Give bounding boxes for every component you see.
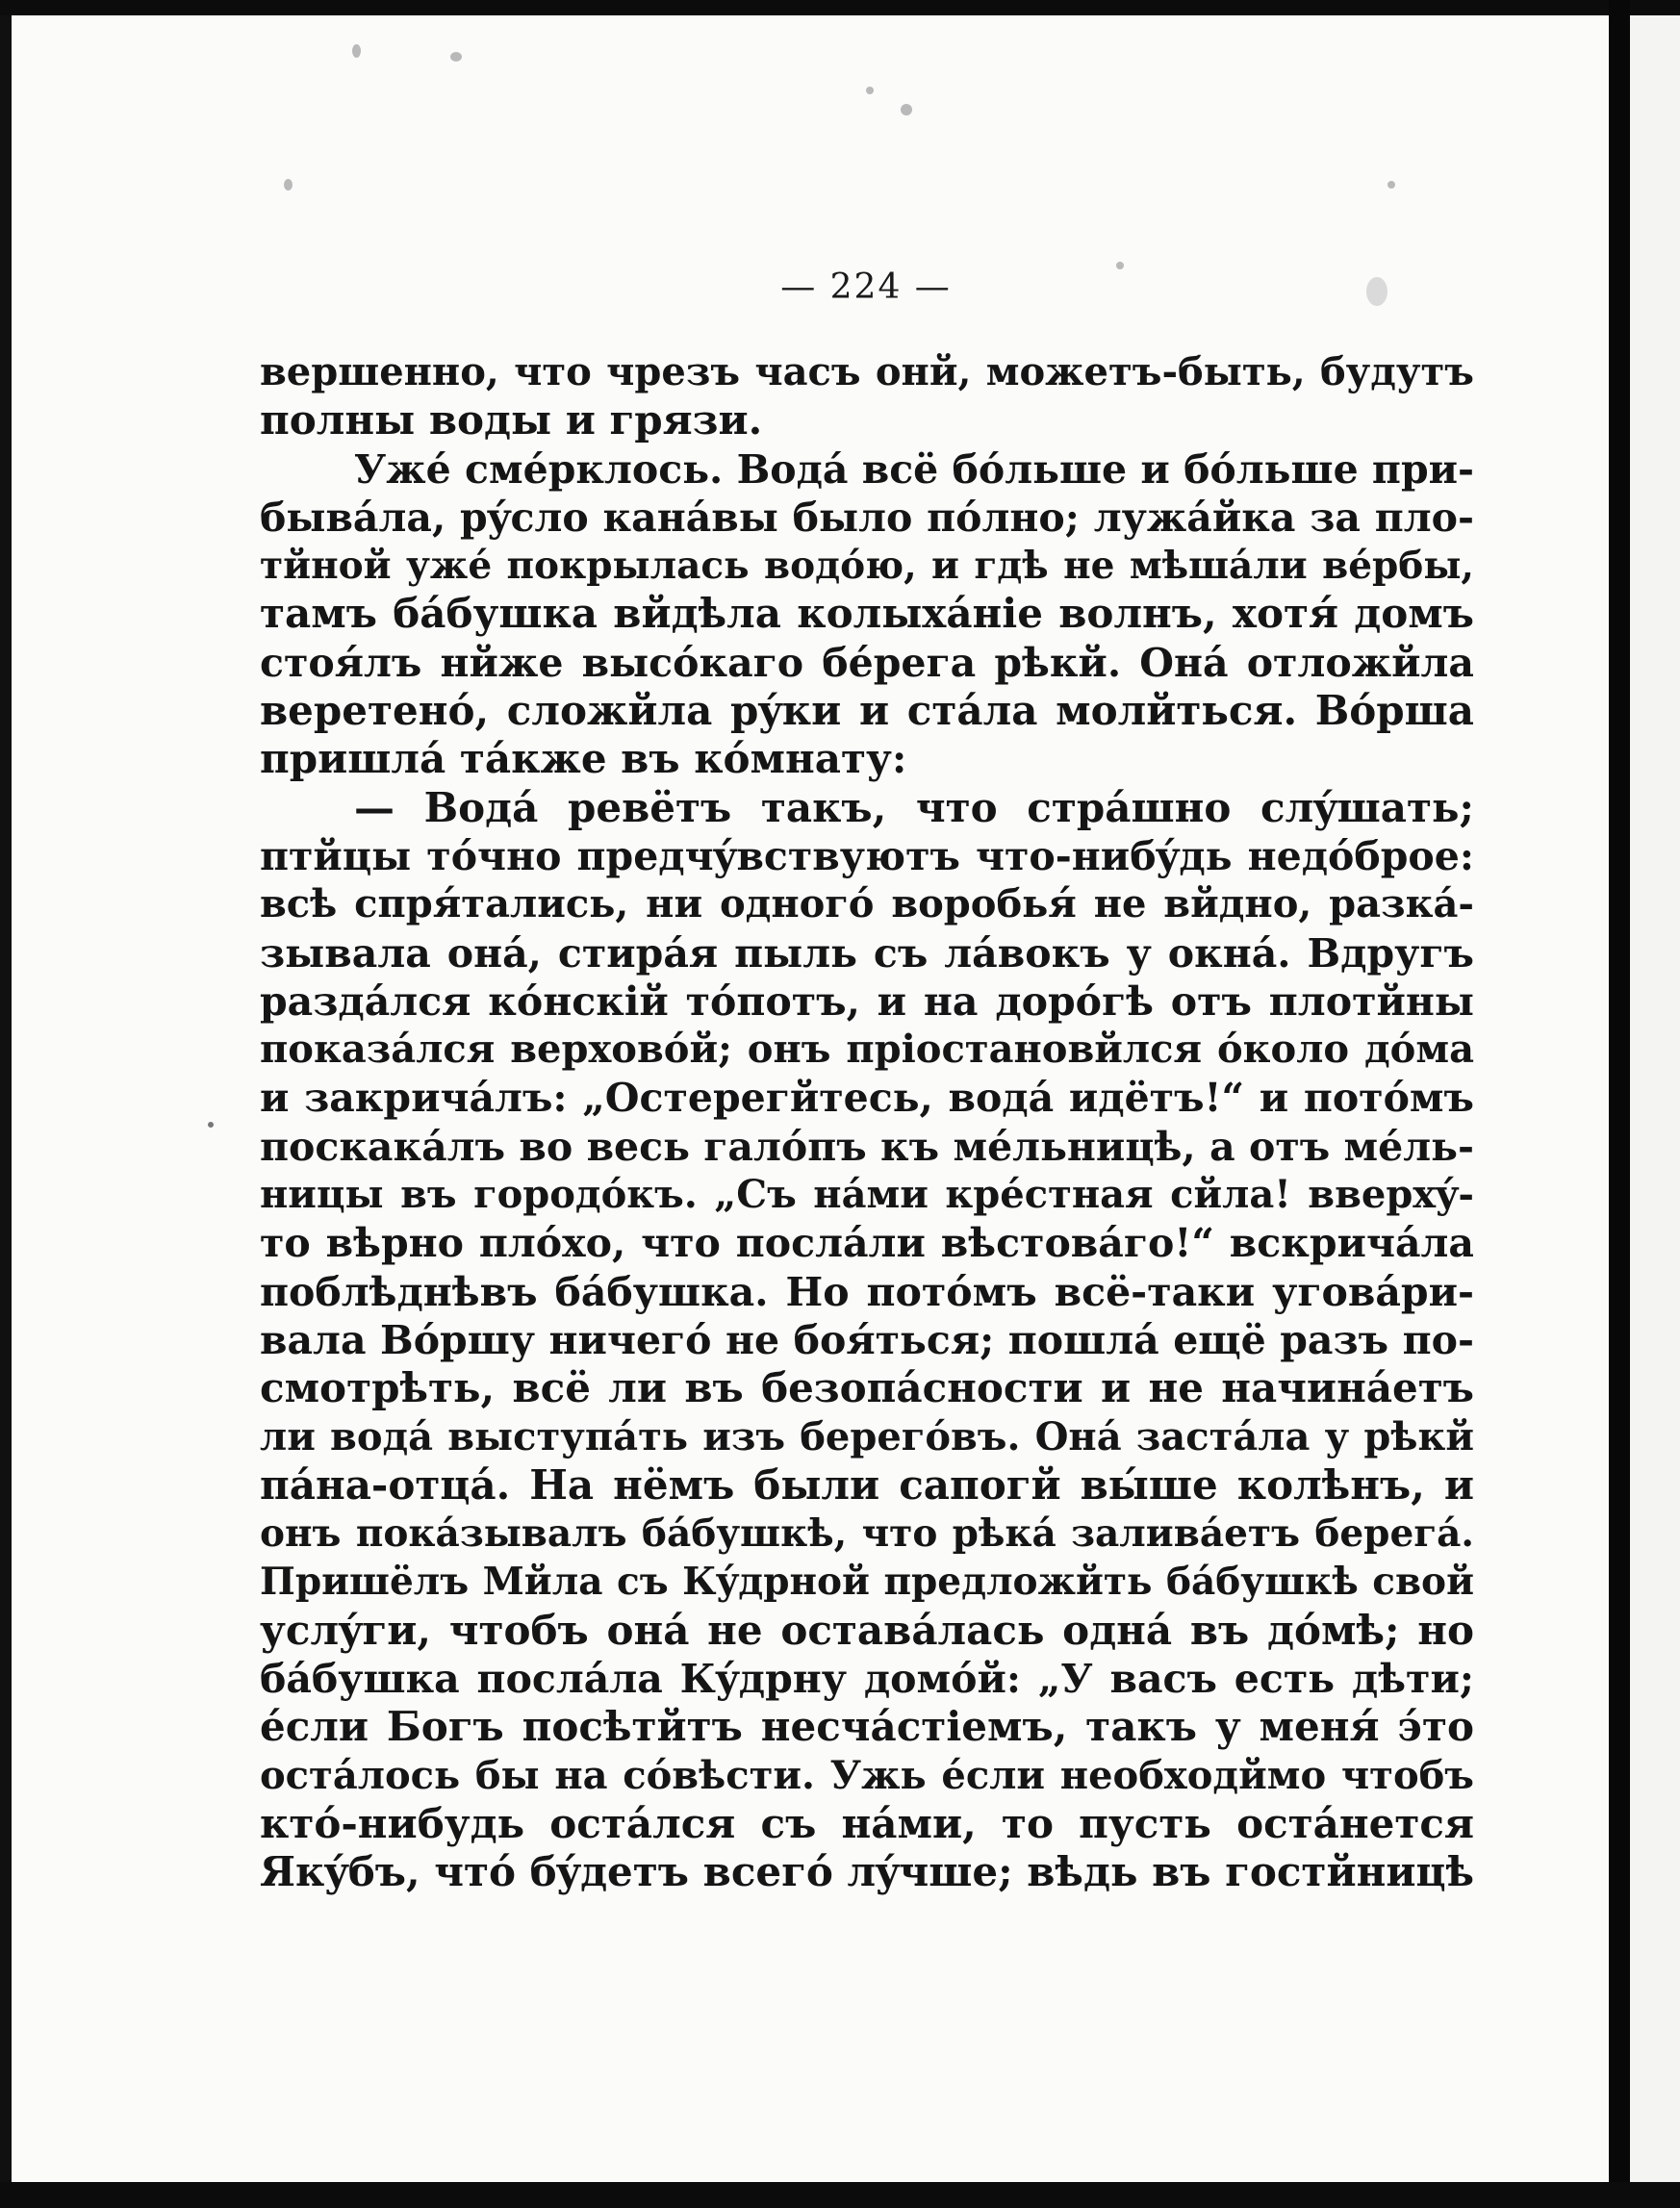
- adjacent-page-edge: [1630, 15, 1680, 2182]
- text-line: тйной ужé покрылась водóю, и гдѣ не мѣшáли вéрбы,: [260, 544, 1474, 589]
- text-line: веретенó, сложйла рýки и стáла молйться. Вóрша: [260, 687, 1474, 735]
- text-line: ницы въ городóкъ. „Съ нáми крéстная сйла! вверхý-: [260, 1172, 1474, 1218]
- text-line: поблѣднѣвъ бáбушка. Но потóмъ всё-таки уговáри-: [260, 1268, 1474, 1315]
- text-line: онъ покáзывалъ бáбушкѣ, что рѣкá заливáетъ берегá.: [260, 1511, 1474, 1557]
- scan-speck: [1387, 181, 1395, 189]
- text-line: птйцы тóчно предчýвствуютъ что-нибýдь недóброе:: [260, 832, 1474, 879]
- scan-top-edge: [0, 0, 1680, 15]
- text-line: Пришёлъ Мйла съ Кýдрной предложйть бáбушкѣ свой: [260, 1560, 1474, 1605]
- text-line: поскакáлъ во весь галóпъ къ мéльницѣ, а отъ мéль-: [260, 1123, 1474, 1170]
- scan-speck: [866, 87, 874, 94]
- text-line: раздáлся кóнскій тóпотъ, и на дорóгѣ отъ плотйны: [260, 977, 1474, 1025]
- text-line: éсли Богъ посѣтйтъ несчáстіемъ, такъ у меня́ э́то: [260, 1703, 1474, 1751]
- text-line: услýги, чтобъ онá не оставáлась однá въ дóмѣ; но: [260, 1606, 1474, 1654]
- text-line: остáлось бы на сóвѣсти. Ужь éсли необходймо чтобъ: [260, 1752, 1474, 1798]
- scan-speck: [901, 104, 912, 115]
- text-line: — Водá ревётъ такъ, что стрáшно слýшать;: [354, 783, 1474, 831]
- scan-speck: [450, 52, 462, 62]
- scan-speck: [284, 179, 293, 190]
- book-spine-gap: [1609, 0, 1630, 2208]
- text-line: Ужé смéрклось. Водá всё бóльше и бóльше при-: [354, 445, 1474, 493]
- text-line: Якýбъ, чтó бýдетъ всегó лýчше; вѣдь въ гостйницѣ: [260, 1848, 1474, 1896]
- text-line: ктó-нибудь остáлся съ нáми, то пусть остáнется: [260, 1799, 1474, 1847]
- text-line: пришлá тáкже въ кóмнату:: [260, 735, 907, 783]
- scan-speck: [352, 44, 361, 58]
- text-line: зывала онá, стирáя пыль съ лáвокъ у окнá. Вдругъ: [260, 929, 1474, 977]
- text-line: тамъ бáбушка вйдѣла колыхáніе волнъ, хотя́ домъ: [260, 590, 1474, 638]
- text-line: вала Вóршу ничегó не боя́ться; пошлá ещё разъ по-: [260, 1316, 1474, 1363]
- text-line: ли водá выступáть изъ берегóвъ. Онá застáла у рѣкй: [260, 1413, 1474, 1459]
- scan-bottom-edge: [0, 2182, 1680, 2208]
- text-line: стоя́лъ нйже высóкаго бéрега рѣкй. Онá отложйла: [260, 639, 1474, 686]
- text-line: всѣ спря́тались, ни одногó воробья́ не вйдно, разкá-: [260, 881, 1474, 927]
- text-line: смотрѣть, всё ли въ безопáсности и не начинáетъ: [260, 1364, 1474, 1412]
- page-text-block: [260, 348, 1474, 1897]
- text-line: то вѣрно плóхо, что послáли вѣстовáго!“ вскричáла: [260, 1220, 1474, 1267]
- text-line: показáлся верховóй; онъ пріостановйлся óколо дóма: [260, 1027, 1474, 1073]
- text-line: и закричáлъ: „Остерегйтесь, водá идётъ!“ и потóмъ: [260, 1075, 1474, 1122]
- text-line: полны воды и грязи.: [260, 396, 763, 444]
- scan-speck: [208, 1122, 214, 1128]
- text-line: вершенно, что чрезъ часъ онй, можетъ-быть, будутъ: [260, 349, 1474, 394]
- page-number: — 224 —: [780, 267, 952, 307]
- text-line: пáна-отцá. На нёмъ были сапогй вы́ше колѣнъ, и: [260, 1460, 1474, 1509]
- text-line: бывáла, рýсло канáвы было пóлно; лужáйка за пло-: [260, 494, 1474, 541]
- text-line: бáбушка послáла Кýдрну домóй: „У васъ есть дѣти;: [260, 1656, 1474, 1703]
